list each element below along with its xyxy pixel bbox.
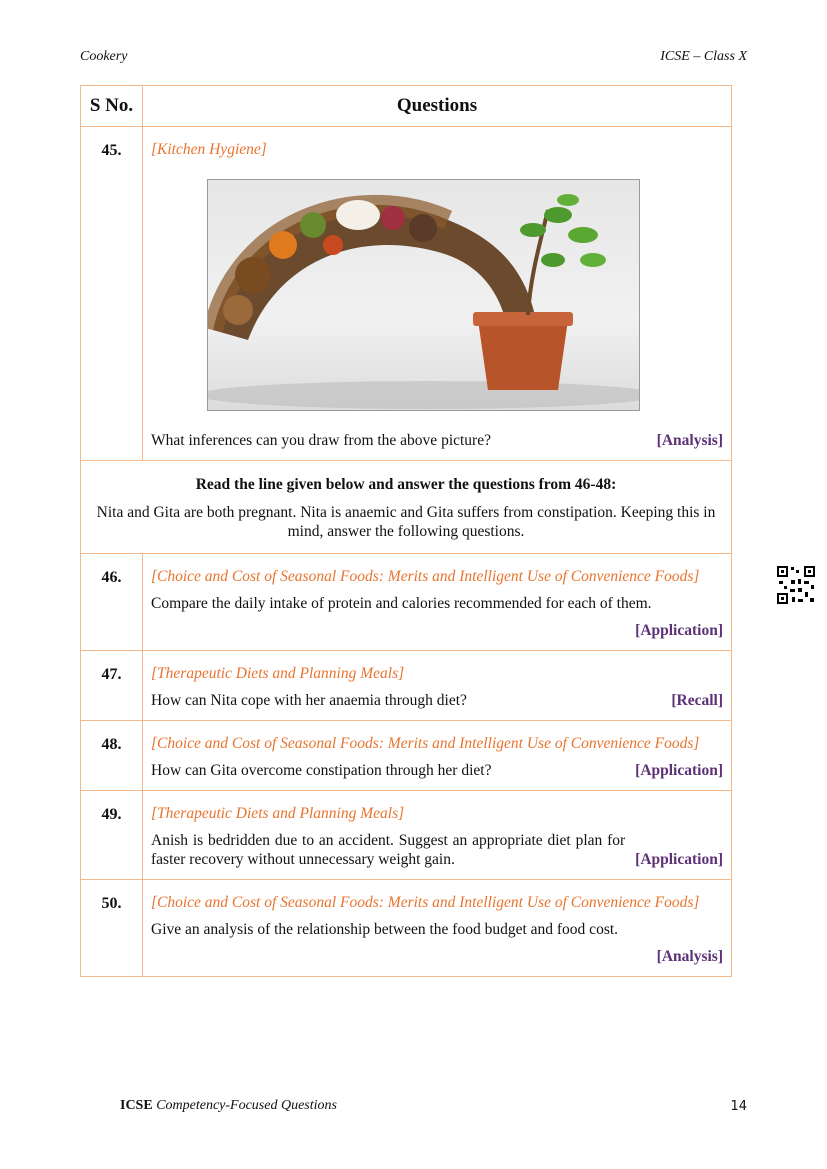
question-body (143, 791, 732, 880)
table-header-row (81, 86, 732, 127)
question-number: 48. (81, 721, 143, 791)
passage-title: Read the line given below and answer the questions from 46-48: (195, 476, 617, 493)
question-topic: [Therapeutic Diets and Planning Meals] (151, 805, 405, 822)
question-body (143, 721, 732, 791)
question-text: Compare the daily intake of protein and calories recommended for each of them. (151, 595, 652, 612)
question-number: 50. (81, 880, 143, 977)
question-row-50 (81, 880, 732, 977)
col-sno-header: S No. (81, 86, 143, 127)
question-number: 49. (81, 791, 143, 880)
question-row-45 (81, 127, 732, 461)
questions-table (80, 85, 732, 977)
question-number: 45. (81, 127, 143, 461)
question-tag: [Recall] (671, 692, 723, 709)
question-text: How can Nita cope with her anaemia through diet? (151, 692, 467, 709)
question-line (151, 431, 723, 450)
col-questions-header: Questions (143, 86, 732, 127)
question-tag: [Application] (635, 851, 723, 868)
question-body (143, 880, 732, 977)
question-tag: [Application] (635, 762, 723, 779)
page-number: 14 (730, 1099, 747, 1114)
question-text: Anish is bedridden due to an accident. Suggest an appropriate diet plan for faster recovery without unnecessary weight gain. (151, 832, 626, 868)
question-topic: [Choice and Cost of Seasonal Foods: Merits and Intelligent Use of Convenience Foods] (151, 894, 700, 911)
qr-code-icon[interactable] (776, 565, 816, 605)
question-line (151, 831, 723, 869)
question-line (151, 761, 723, 780)
question-text: How can Gita overcome constipation through her diet? (151, 762, 492, 779)
question-tag: [Application] (635, 622, 723, 639)
question-number: 47. (81, 651, 143, 721)
footer-subtitle: Competency-Focused Questions (156, 1098, 337, 1113)
question-number: 46. (81, 554, 143, 651)
question-row-47 (81, 651, 732, 721)
passage (81, 461, 732, 554)
question-tag: [Analysis] (656, 432, 723, 449)
question-topic: [Therapeutic Diets and Planning Meals] (151, 665, 405, 682)
header-class: ICSE – Class X (660, 49, 747, 64)
question-body (143, 127, 732, 461)
question-topic: [Choice and Cost of Seasonal Foods: Merits and Intelligent Use of Convenience Foods] (151, 568, 700, 585)
footer-title (120, 1098, 337, 1114)
question-row-48 (81, 721, 732, 791)
compost-picture (207, 179, 640, 411)
passage-row (81, 461, 732, 554)
question-body (143, 651, 732, 721)
question-topic: [Kitchen Hygiene] (151, 141, 267, 158)
question-row-49 (81, 791, 732, 880)
question-text: Give an analysis of the relationship between the food budget and food cost. (151, 921, 619, 938)
passage-text: Nita and Gita are both pregnant. Nita is anaemic and Gita suffers from constipation. Keeping this in mind, answer the following questions. (96, 504, 716, 540)
footer-brand: ICSE (120, 1098, 153, 1113)
question-topic: [Choice and Cost of Seasonal Foods: Merits and Intelligent Use of Convenience Foods] (151, 735, 700, 752)
question-row-46 (81, 554, 732, 651)
question-text: What inferences can you draw from the above picture? (151, 432, 491, 449)
question-tag: [Analysis] (656, 948, 723, 965)
compost-illustration (208, 180, 639, 410)
question-line (151, 691, 723, 710)
header-subject: Cookery (80, 49, 128, 64)
question-body (143, 554, 732, 651)
